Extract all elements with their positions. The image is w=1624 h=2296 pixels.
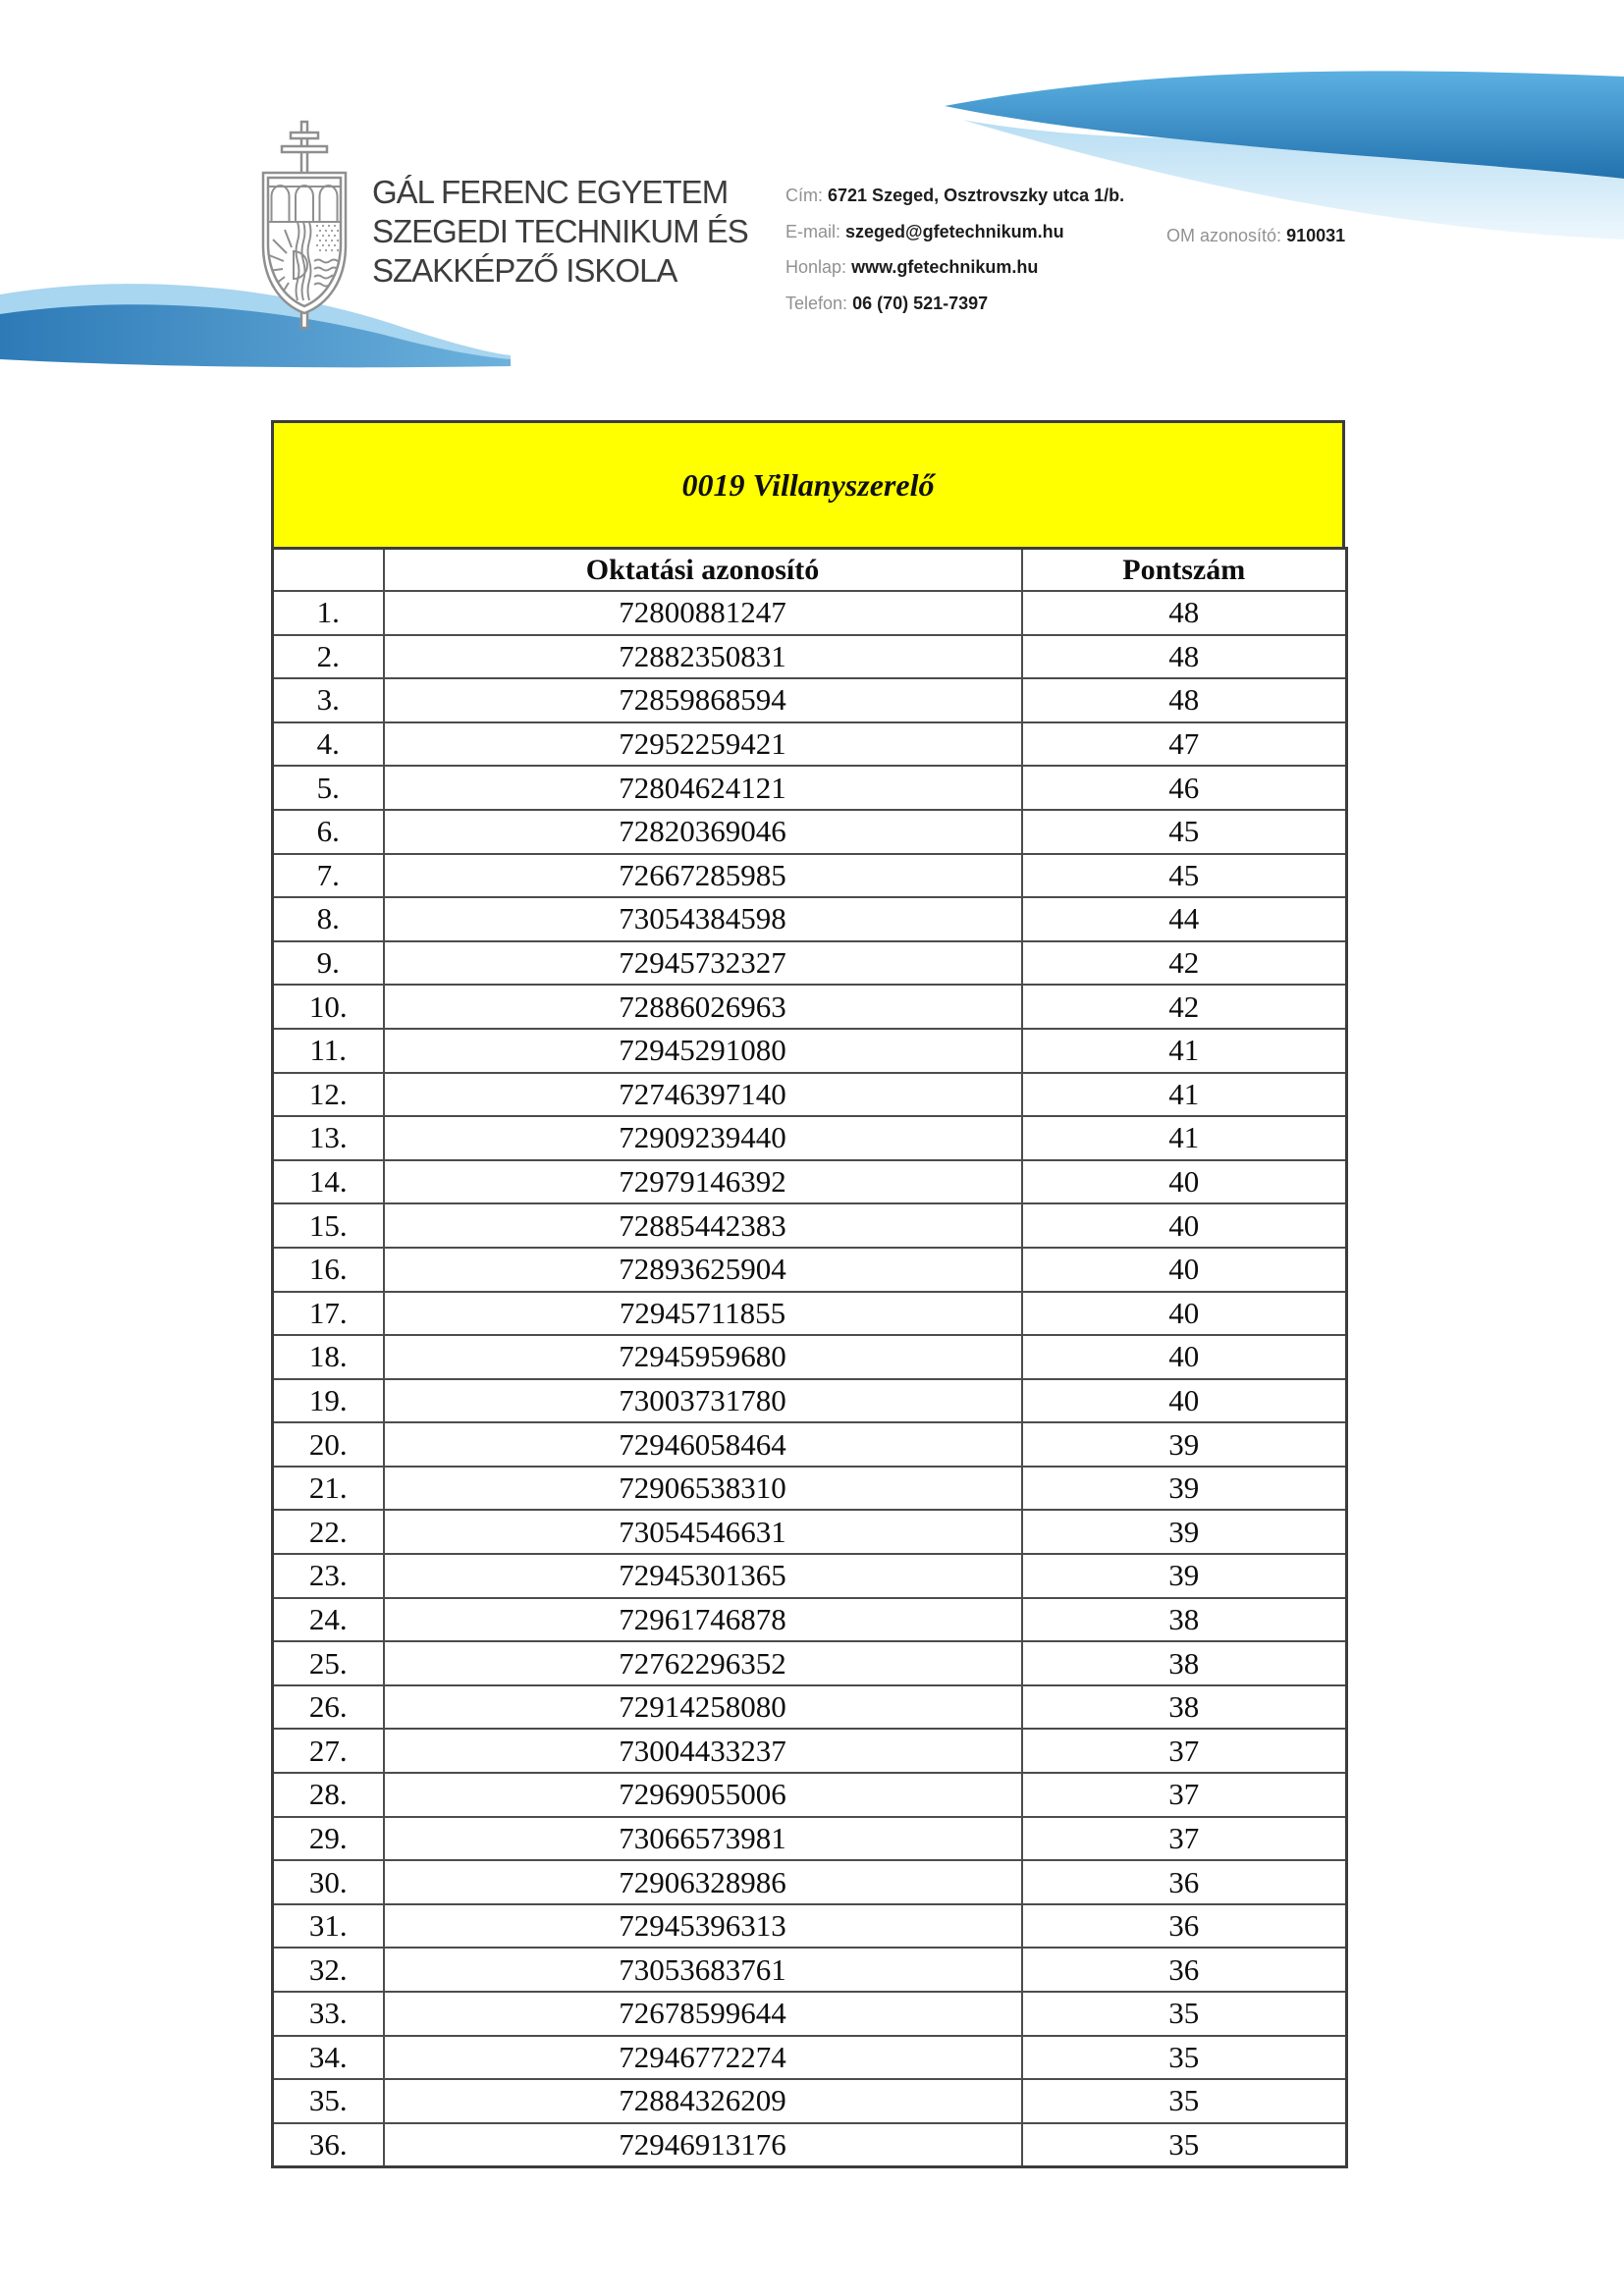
id-cell: 72804624121 — [384, 766, 1022, 810]
rank-cell: 23. — [273, 1554, 384, 1598]
table-row — [273, 1248, 1347, 1292]
score-cell: 47 — [1022, 722, 1347, 767]
id-cell: 72969055006 — [384, 1773, 1022, 1817]
score-cell: 42 — [1022, 941, 1347, 986]
id-cell: 72945301365 — [384, 1554, 1022, 1598]
contact-phone-line — [785, 286, 1124, 322]
score-cell: 40 — [1022, 1379, 1347, 1423]
score-cell: 40 — [1022, 1160, 1347, 1204]
table-row — [273, 1510, 1347, 1554]
score-cell: 35 — [1022, 2036, 1347, 2080]
website-label: Honlap: — [785, 257, 847, 277]
table-row — [273, 591, 1347, 635]
table-row — [273, 766, 1347, 810]
phone-value: 06 (70) 521-7397 — [852, 293, 989, 313]
score-cell: 48 — [1022, 635, 1347, 679]
table-row — [273, 635, 1347, 679]
table-row — [273, 1904, 1347, 1949]
id-cell: 73066573981 — [384, 1817, 1022, 1861]
address-label: Cím: — [785, 186, 823, 205]
rank-cell: 5. — [273, 766, 384, 810]
id-cell: 72945959680 — [384, 1335, 1022, 1379]
score-cell: 48 — [1022, 591, 1347, 635]
rank-cell: 17. — [273, 1292, 384, 1336]
school-name-line-2: SZEGEDI TECHNIKUM ÉS — [372, 213, 748, 249]
id-cell: 72859868594 — [384, 678, 1022, 722]
id-cell: 73054384598 — [384, 897, 1022, 941]
table-row — [273, 1029, 1347, 1073]
id-cell: 72945396313 — [384, 1904, 1022, 1949]
table-row — [273, 678, 1347, 722]
contact-email-line — [785, 214, 1124, 250]
table-title: 0019 Villanyszerelő — [681, 466, 935, 503]
table-row — [273, 1554, 1347, 1598]
score-cell: 45 — [1022, 810, 1347, 854]
contact-website-line — [785, 249, 1124, 286]
id-cell: 72945711855 — [384, 1292, 1022, 1336]
id-cell: 72914258080 — [384, 1685, 1022, 1730]
score-column-header: Pontszám — [1022, 549, 1347, 592]
rank-cell: 11. — [273, 1029, 384, 1073]
rank-cell: 18. — [273, 1335, 384, 1379]
rank-cell: 30. — [273, 1860, 384, 1904]
results-table — [271, 547, 1348, 2168]
score-cell: 40 — [1022, 1203, 1347, 1248]
table-row — [273, 1073, 1347, 1117]
om-value: 910031 — [1286, 226, 1346, 245]
id-cell: 72678599644 — [384, 1992, 1022, 2036]
rank-cell: 26. — [273, 1685, 384, 1730]
rank-cell: 33. — [273, 1992, 384, 2036]
score-cell: 36 — [1022, 1948, 1347, 1992]
rank-cell: 9. — [273, 941, 384, 986]
rank-column-header — [273, 549, 384, 592]
id-cell: 72946772274 — [384, 2036, 1022, 2080]
table-row — [273, 1292, 1347, 1336]
score-cell: 39 — [1022, 1510, 1347, 1554]
table-row — [273, 1641, 1347, 1685]
id-cell: 72961746878 — [384, 1598, 1022, 1642]
score-cell: 38 — [1022, 1685, 1347, 1730]
score-cell: 41 — [1022, 1116, 1347, 1160]
score-cell: 35 — [1022, 2079, 1347, 2123]
school-crest-logo — [249, 118, 359, 342]
rank-cell: 34. — [273, 2036, 384, 2080]
rank-cell: 35. — [273, 2079, 384, 2123]
table-row — [273, 722, 1347, 767]
score-cell: 35 — [1022, 2123, 1347, 2167]
id-cell: 73053683761 — [384, 1948, 1022, 1992]
id-cell: 72882350831 — [384, 635, 1022, 679]
table-row — [273, 1467, 1347, 1511]
id-cell: 72893625904 — [384, 1248, 1022, 1292]
id-cell: 73054546631 — [384, 1510, 1022, 1554]
id-cell: 72820369046 — [384, 810, 1022, 854]
id-cell: 72885442383 — [384, 1203, 1022, 1248]
rank-cell: 6. — [273, 810, 384, 854]
id-cell: 73004433237 — [384, 1729, 1022, 1773]
table-row — [273, 1773, 1347, 1817]
rank-cell: 14. — [273, 1160, 384, 1204]
rank-cell: 13. — [273, 1116, 384, 1160]
table-row — [273, 1379, 1347, 1423]
score-cell: 45 — [1022, 854, 1347, 898]
score-cell: 35 — [1022, 1992, 1347, 2036]
table-row — [273, 2079, 1347, 2123]
table-row — [273, 897, 1347, 941]
score-cell: 42 — [1022, 985, 1347, 1029]
id-cell: 72746397140 — [384, 1073, 1022, 1117]
phone-label: Telefon: — [785, 293, 848, 313]
score-cell: 44 — [1022, 897, 1347, 941]
rank-cell: 8. — [273, 897, 384, 941]
results-table-section — [271, 420, 1345, 2168]
school-name-line-1: GÁL FERENC EGYETEM — [372, 174, 729, 210]
id-cell: 73003731780 — [384, 1379, 1022, 1423]
table-row — [273, 810, 1347, 854]
email-value: szeged@gfetechnikum.hu — [845, 221, 1064, 241]
id-cell: 72886026963 — [384, 985, 1022, 1029]
table-row — [273, 1992, 1347, 2036]
rank-cell: 7. — [273, 854, 384, 898]
rank-cell: 12. — [273, 1073, 384, 1117]
score-cell: 40 — [1022, 1292, 1347, 1336]
table-row — [273, 1160, 1347, 1204]
address-value: 6721 Szeged, Osztrovszky utca 1/b. — [828, 186, 1125, 205]
id-cell: 72762296352 — [384, 1641, 1022, 1685]
school-name-line-3: SZAKKÉPZŐ ISKOLA — [372, 252, 677, 289]
id-cell: 72945732327 — [384, 941, 1022, 986]
website-value: www.gfetechnikum.hu — [851, 257, 1039, 277]
rank-cell: 24. — [273, 1598, 384, 1642]
id-cell: 72952259421 — [384, 722, 1022, 767]
rank-cell: 4. — [273, 722, 384, 767]
table-row — [273, 1422, 1347, 1467]
rank-cell: 21. — [273, 1467, 384, 1511]
table-row — [273, 1335, 1347, 1379]
score-cell: 39 — [1022, 1467, 1347, 1511]
rank-cell: 29. — [273, 1817, 384, 1861]
score-cell: 40 — [1022, 1335, 1347, 1379]
id-cell: 72906328986 — [384, 1860, 1022, 1904]
rank-cell: 25. — [273, 1641, 384, 1685]
table-row — [273, 1817, 1347, 1861]
table-row — [273, 1729, 1347, 1773]
id-column-header: Oktatási azonosító — [384, 549, 1022, 592]
rank-cell: 15. — [273, 1203, 384, 1248]
table-row — [273, 1598, 1347, 1642]
score-cell: 36 — [1022, 1860, 1347, 1904]
rank-cell: 28. — [273, 1773, 384, 1817]
rank-cell: 32. — [273, 1948, 384, 1992]
rank-cell: 20. — [273, 1422, 384, 1467]
table-row — [273, 1948, 1347, 1992]
id-cell: 72800881247 — [384, 591, 1022, 635]
email-label: E-mail: — [785, 221, 841, 241]
table-header-row — [273, 549, 1347, 592]
id-cell: 72945291080 — [384, 1029, 1022, 1073]
score-cell: 36 — [1022, 1904, 1347, 1949]
score-cell: 37 — [1022, 1729, 1347, 1773]
score-cell: 41 — [1022, 1029, 1347, 1073]
table-row — [273, 1685, 1347, 1730]
table-row — [273, 941, 1347, 986]
id-cell: 72667285985 — [384, 854, 1022, 898]
rank-cell: 16. — [273, 1248, 384, 1292]
score-cell: 37 — [1022, 1773, 1347, 1817]
rank-cell: 22. — [273, 1510, 384, 1554]
table-title-bar — [271, 420, 1345, 547]
om-label: OM azonosító: — [1166, 226, 1282, 245]
table-row — [273, 2036, 1347, 2080]
table-row — [273, 1116, 1347, 1160]
score-cell: 38 — [1022, 1598, 1347, 1642]
rank-cell: 31. — [273, 1904, 384, 1949]
school-name — [372, 173, 748, 291]
id-cell: 72946058464 — [384, 1422, 1022, 1467]
rank-cell: 36. — [273, 2123, 384, 2167]
table-row — [273, 854, 1347, 898]
contact-block — [785, 178, 1124, 321]
rank-cell: 19. — [273, 1379, 384, 1423]
id-cell: 72906538310 — [384, 1467, 1022, 1511]
id-cell: 72946913176 — [384, 2123, 1022, 2167]
table-row — [273, 1203, 1347, 1248]
om-identifier — [1166, 226, 1345, 246]
score-cell: 39 — [1022, 1422, 1347, 1467]
rank-cell: 27. — [273, 1729, 384, 1773]
score-cell: 46 — [1022, 766, 1347, 810]
contact-address-line — [785, 178, 1124, 214]
score-cell: 41 — [1022, 1073, 1347, 1117]
score-cell: 37 — [1022, 1817, 1347, 1861]
id-cell: 72909239440 — [384, 1116, 1022, 1160]
score-cell: 40 — [1022, 1248, 1347, 1292]
score-cell: 38 — [1022, 1641, 1347, 1685]
table-row — [273, 1860, 1347, 1904]
rank-cell: 2. — [273, 635, 384, 679]
score-cell: 39 — [1022, 1554, 1347, 1598]
rank-cell: 1. — [273, 591, 384, 635]
rank-cell: 3. — [273, 678, 384, 722]
id-cell: 72884326209 — [384, 2079, 1022, 2123]
id-cell: 72979146392 — [384, 1160, 1022, 1204]
table-row — [273, 985, 1347, 1029]
rank-cell: 10. — [273, 985, 384, 1029]
results-table-body — [273, 591, 1347, 2167]
table-row — [273, 2123, 1347, 2167]
score-cell: 48 — [1022, 678, 1347, 722]
